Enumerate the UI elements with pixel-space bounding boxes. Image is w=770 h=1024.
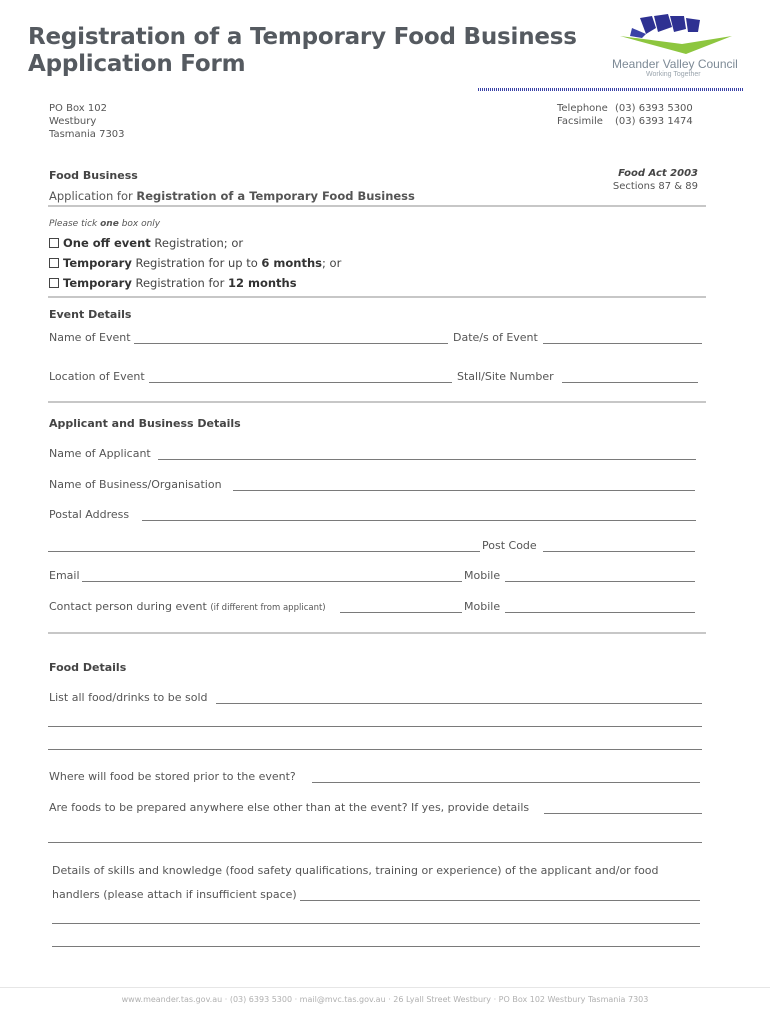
facsimile-label: Facsimile: [557, 116, 603, 127]
address-line-2: Westbury: [49, 116, 97, 127]
footer-contact: www.meander.tas.gov.au · (03) 6393 5300 · mail@mvc.tas.gov.au · 26 Lyall Street Westbury · PO Box 102 Westbury Tasmania 7303: [121, 995, 649, 1004]
stall-number-field[interactable]: [562, 382, 698, 383]
checkbox-icon[interactable]: [49, 258, 59, 268]
contact-labels: [557, 102, 608, 128]
telephone-label: Telephone: [557, 103, 608, 114]
postal-address-block: [49, 102, 125, 141]
council-name: Meander Valley Council: [612, 57, 738, 71]
postcode-field[interactable]: [543, 551, 695, 552]
contact-person-note: (if different from applicant): [210, 603, 326, 613]
postcode-label: Post Code: [482, 539, 537, 552]
event-dates-field[interactable]: [543, 343, 702, 344]
option-one-off-event[interactable]: [49, 236, 243, 250]
council-logo-icon: [612, 14, 742, 58]
applicant-heading: Applicant and Business Details: [49, 417, 241, 430]
checkbox-icon[interactable]: [49, 238, 59, 248]
food-business-heading: Food Business: [49, 169, 138, 182]
option-twelve-months[interactable]: [49, 276, 297, 290]
postal-address-label: Postal Address: [49, 508, 130, 521]
facsimile-value: (03) 6393 1474: [615, 116, 693, 127]
mobile2-field[interactable]: [505, 612, 695, 613]
telephone-value: (03) 6393 5300: [615, 103, 693, 114]
footer-divider: [0, 987, 770, 988]
food-details-heading: Food Details: [49, 661, 127, 674]
application-type: [49, 189, 415, 203]
business-name-label: Name of Business/Organisation: [49, 478, 222, 491]
address-line-1: PO Box 102: [49, 103, 107, 114]
option-six-months[interactable]: [49, 256, 341, 270]
page-title: [28, 24, 577, 78]
title-line-1: Registration of a Temporary Food Business: [28, 24, 577, 50]
option-text-2: ; or: [322, 256, 342, 270]
option-bold: One off event: [63, 236, 151, 250]
applicant-name-field[interactable]: [158, 459, 696, 460]
checkbox-icon[interactable]: [49, 278, 59, 288]
address-line-3: Tasmania 7303: [49, 129, 125, 140]
tick-post: box only: [118, 219, 161, 229]
option-text: Registration for up to: [131, 256, 262, 270]
applicant-name-label: Name of Applicant: [49, 447, 151, 460]
event-location-field[interactable]: [149, 382, 452, 383]
skills-field-2[interactable]: [52, 923, 700, 924]
tick-instruction: [49, 219, 160, 229]
option-bold-2: 6 months: [261, 256, 323, 270]
application-bold: Registration of a Temporary Food Business: [136, 189, 415, 203]
divider: [48, 296, 706, 298]
contact-person-field[interactable]: [340, 612, 462, 613]
decorative-rule: [478, 88, 744, 91]
tick-pre: Please tick: [49, 219, 101, 229]
event-name-label: Name of Event: [49, 331, 131, 344]
skills-label-line-2: handlers (please attach if insufficient space): [52, 888, 297, 901]
option-text: Registration; or: [150, 236, 244, 250]
option-bold: Temporary: [63, 256, 132, 270]
divider: [48, 205, 706, 207]
email-field[interactable]: [82, 581, 462, 582]
divider: [48, 401, 706, 403]
food-act: Food Act 2003: [618, 168, 698, 179]
mobile2-label: Mobile: [464, 600, 501, 613]
event-name-field[interactable]: [134, 343, 448, 344]
option-text: Registration for: [131, 276, 228, 290]
tick-bold: one: [100, 219, 119, 229]
contact-person-text: Contact person during event: [49, 600, 207, 613]
food-storage-label: Where will food be stored prior to the event?: [49, 770, 296, 783]
food-storage-field[interactable]: [312, 782, 700, 783]
option-bold-2: 12 months: [227, 276, 297, 290]
email-label: Email: [49, 569, 80, 582]
skills-field-3[interactable]: [52, 946, 700, 947]
divider: [48, 632, 706, 634]
postal-address-field-2[interactable]: [48, 551, 480, 552]
mobile-field[interactable]: [505, 581, 695, 582]
skills-label-line-1: Details of skills and knowledge (food safety qualifications, training or experience) of the applicant and/or food: [52, 864, 659, 877]
food-list-field[interactable]: [216, 703, 702, 704]
option-bold: Temporary: [63, 276, 132, 290]
food-act-sections: Sections 87 & 89: [612, 181, 698, 192]
food-preparation-label: Are foods to be prepared anywhere else other than at the event? If yes, provide details: [49, 801, 530, 814]
contact-values: [615, 102, 693, 128]
food-preparation-field-2[interactable]: [48, 842, 702, 843]
council-tagline: Working Together: [646, 71, 701, 78]
event-location-label: Location of Event: [49, 370, 145, 383]
application-prefix: Application for: [49, 189, 137, 203]
food-list-label: List all food/drinks to be sold: [49, 691, 208, 704]
postal-address-field[interactable]: [142, 520, 696, 521]
stall-number-label: Stall/Site Number: [457, 370, 554, 383]
food-list-field-2[interactable]: [48, 726, 702, 727]
mobile-label: Mobile: [464, 569, 501, 582]
skills-field[interactable]: [300, 900, 700, 901]
title-line-2: Application Form: [28, 51, 246, 77]
contact-person-label: [49, 600, 326, 613]
business-name-field[interactable]: [233, 490, 695, 491]
food-preparation-field[interactable]: [544, 813, 702, 814]
food-list-field-3[interactable]: [48, 749, 702, 750]
event-dates-label: Date/s of Event: [453, 331, 538, 344]
event-details-heading: Event Details: [49, 308, 132, 321]
